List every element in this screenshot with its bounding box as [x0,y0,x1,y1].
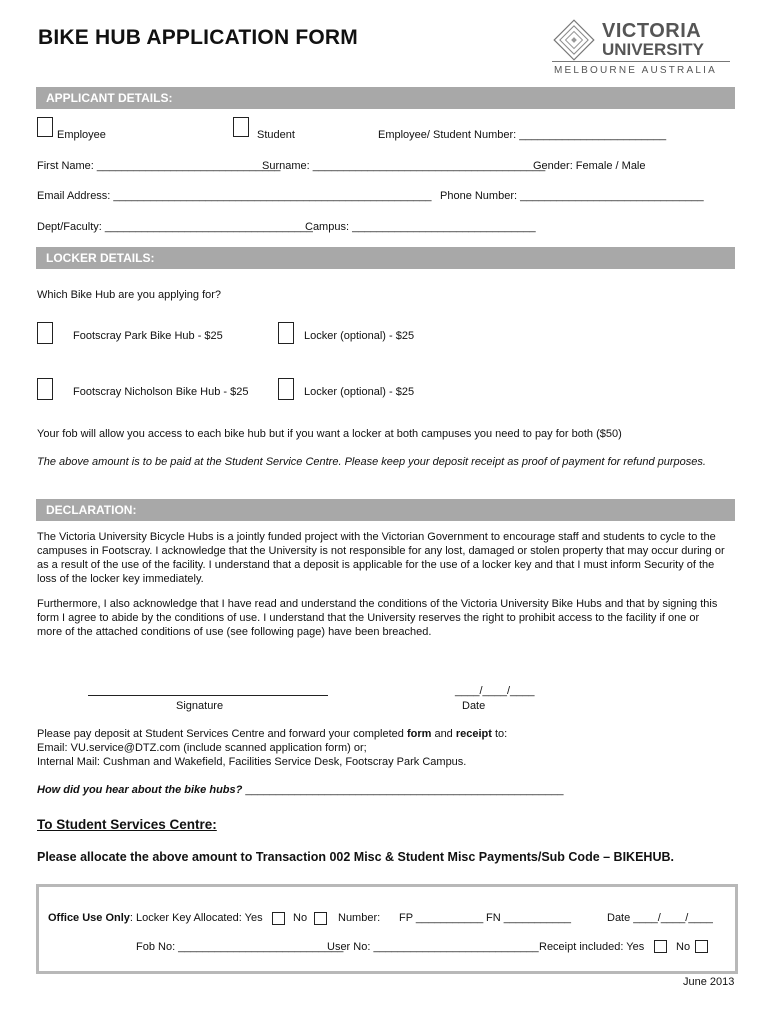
receipt-included-label: Receipt included: Yes [539,941,645,953]
park-locker-label: Locker (optional) - $25 [304,330,415,342]
nicholson-locker-label: Locker (optional) - $25 [304,386,415,398]
surname-field[interactable]: Surname: ______________________________________ [262,160,546,172]
footer-date: June 2013 [683,976,735,988]
logo-line-1: VICTORIA [602,20,702,42]
signature-line[interactable] [88,695,328,696]
campus-field[interactable]: Campus: ______________________________ [305,221,536,233]
logo-line-3: MELBOURNE AUSTRALIA [554,65,717,76]
user-number-field[interactable]: User No: ___________________________ [327,941,539,953]
declaration-paragraph-1: The Victoria University Bicycle Hubs is a jointly funded project with the Victorian Government to encourage staff and students to cycle to the campuses in Footscray. I acknowledge that the University is not responsible for any lost, damaged or stolen property that may occur during or as a result of the use of the facility. I understand that a deposit is applicable for the use of a locker key and that I must inform Security of the loss of the locker key immediately. [37,531,725,585]
pay-text-form: form [406,728,432,740]
pay-text-receipt: receipt [455,728,492,740]
student-number-field[interactable]: Employee/ Student Number: ________________________ [378,129,667,141]
number-label: Number: [338,912,381,924]
locker-key-no-checkbox[interactable] [314,912,327,925]
park-locker-checkbox[interactable] [278,322,294,344]
locker-key-no-label: No [293,912,308,924]
receipt-yes-checkbox[interactable] [654,940,667,953]
declaration-heading: DECLARATION: [46,503,137,517]
student-label: Student [257,129,295,141]
form-title: BIKE HUB APPLICATION FORM [38,26,358,49]
nicholson-locker-checkbox[interactable] [278,378,294,400]
pay-instructions-line-3: Internal Mail: Cushman and Wakefield, Facilities Service Desk, Footscray Park Campus. [37,756,467,768]
receipt-no-checkbox[interactable] [695,940,708,953]
pay-text-and: and [431,728,456,740]
office-use-box [36,884,738,974]
fp-field[interactable]: FP ___________ [399,912,484,924]
hear-about-blank[interactable]: ____________________________________________________ [242,784,564,796]
victoria-university-logo [552,18,730,80]
dept-field[interactable]: Dept/Faculty: __________________________________ [37,221,313,233]
logo-line-2: UNIVERSITY [602,40,705,59]
hear-about-question: How did you hear about the bike hubs? [37,784,243,796]
gender-field[interactable]: Gender: Female / Male [533,160,646,172]
email-field[interactable]: Email Address: ____________________________________________________ [37,190,432,202]
pay-text-a: Please pay deposit at Student Services Centre and forward your completed [37,728,407,740]
footscray-park-label: Footscray Park Bike Hub - $25 [73,330,223,342]
signature-date-label: Date [462,700,486,712]
pay-instructions-line-2: Email: VU.service@DTZ.com (include scanned application form) or; [37,742,367,754]
office-use-label: Office Use Only [48,912,130,924]
office-use-colon: : [129,912,133,924]
applicant-section-header [36,87,735,109]
office-date-field[interactable]: Date ____/____/____ [607,912,713,924]
declaration-paragraph-2: Furthermore, I also acknowledge that I have read and understand the conditions of the Victoria University Bike Hubs and that by signing this form I agree to abide by the conditions of use. I understand that the University reserves the right to prohibit access to the facility if one or more of the attached conditions of use (see following page) have been breached. [37,598,718,638]
declaration-section-header [36,499,735,521]
applicant-heading: APPLICANT DETAILS: [46,91,173,105]
employee-checkbox[interactable] [37,117,53,137]
bike-hub-question: Which Bike Hub are you applying for? [37,289,222,301]
fn-field[interactable]: FN ___________ [486,912,572,924]
locker-key-label: Locker Key Allocated: Yes [136,912,263,924]
footscray-park-checkbox[interactable] [37,322,53,344]
fob-note: Your fob will allow you access to each bike hub but if you want a locker at both campuses you need to pay for both ($50) [37,428,622,440]
locker-heading: LOCKER DETAILS: [46,251,155,265]
locker-key-yes-checkbox[interactable] [272,912,285,925]
pay-text-to: to: [491,728,508,740]
fob-number-field[interactable]: Fob No: ___________________________ [136,941,344,953]
pay-instructions-line-1 [37,728,507,740]
footscray-nicholson-label: Footscray Nicholson Bike Hub - $25 [73,386,249,398]
logo-divider [552,61,730,62]
allocate-instruction: Please allocate the above amount to Transaction 002 Misc & Student Misc Payments/Sub Code – BIKEHUB. [37,850,674,864]
employee-label: Employee [57,129,106,141]
signature-label: Signature [176,700,224,712]
signature-date-field[interactable]: ____/____/____ [455,685,535,697]
office-use-title [48,912,133,924]
receipt-no-label: No [676,941,691,953]
first-name-field[interactable]: First Name: ______________________________ [37,160,281,172]
payment-note: The above amount is to be paid at the Student Service Centre. Please keep your deposit receipt as proof of payment for refund purposes. [37,456,706,468]
student-checkbox[interactable] [233,117,249,137]
student-services-heading: To Student Services Centre: [37,817,217,832]
hear-about-field[interactable] [37,784,564,796]
footscray-nicholson-checkbox[interactable] [37,378,53,400]
phone-field[interactable]: Phone Number: ______________________________ [440,190,704,202]
locker-section-header [36,247,735,269]
